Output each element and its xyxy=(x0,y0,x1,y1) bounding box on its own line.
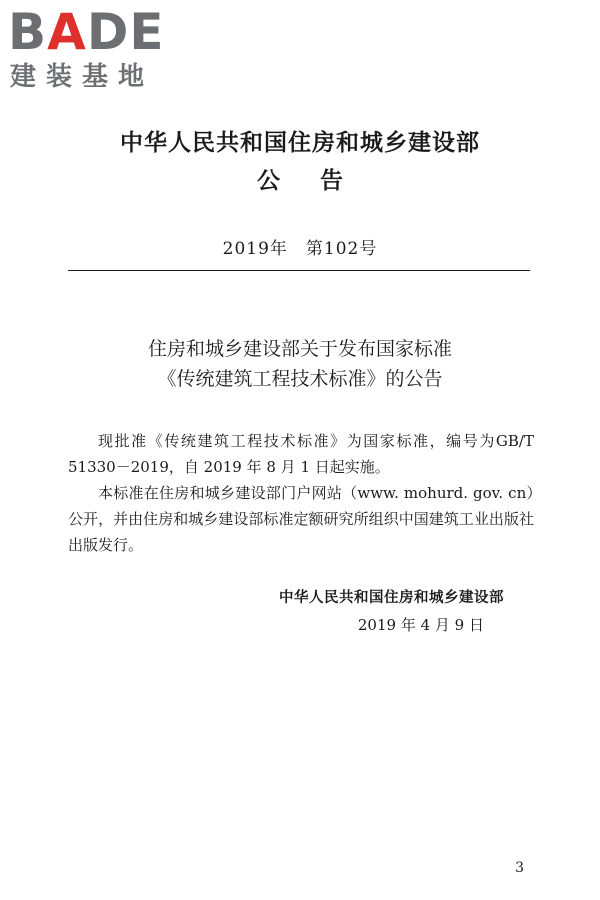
department-title: 中华人民共和国住房和城乡建设部 xyxy=(120,129,480,156)
signer-name: 中华人民共和国住房和城乡建设部 xyxy=(279,590,504,606)
notice-title: 公告 xyxy=(257,167,383,194)
notice-subject xyxy=(0,334,600,394)
subject-line-1: 住房和城乡建设部关于发布国家标准 xyxy=(147,338,452,360)
logo-letter-b: B xyxy=(8,3,48,61)
body-paragraph-2: 本标准在住房和城乡建设部门户网站（www. mohurd. gov. cn）公开，并由住房和城乡建设部标准定额研究所组织中国建筑工业出版社出版发行。 xyxy=(68,484,534,554)
logo-letters-de: DE xyxy=(86,3,165,61)
notice-body xyxy=(68,428,534,558)
logo-letter-a: A xyxy=(47,3,87,61)
document-number: 2019年 第102号 xyxy=(222,239,378,259)
bade-logo xyxy=(8,4,178,96)
signing-date: 2019 年 4 月 9 日 xyxy=(357,616,484,634)
header-divider xyxy=(68,270,530,271)
logo-wordmark xyxy=(8,4,165,60)
logo-subtitle: 建装基地 xyxy=(10,62,155,92)
subject-line-2: 《传统建筑工程技术标准》的公告 xyxy=(157,368,443,390)
page-number: 3 xyxy=(515,860,524,876)
body-paragraph-1: 现批准《传统建筑工程技术标准》为国家标准，编号为GB/T 51330－2019，自 2019 年 8 月 1 日起实施。 xyxy=(68,432,534,476)
